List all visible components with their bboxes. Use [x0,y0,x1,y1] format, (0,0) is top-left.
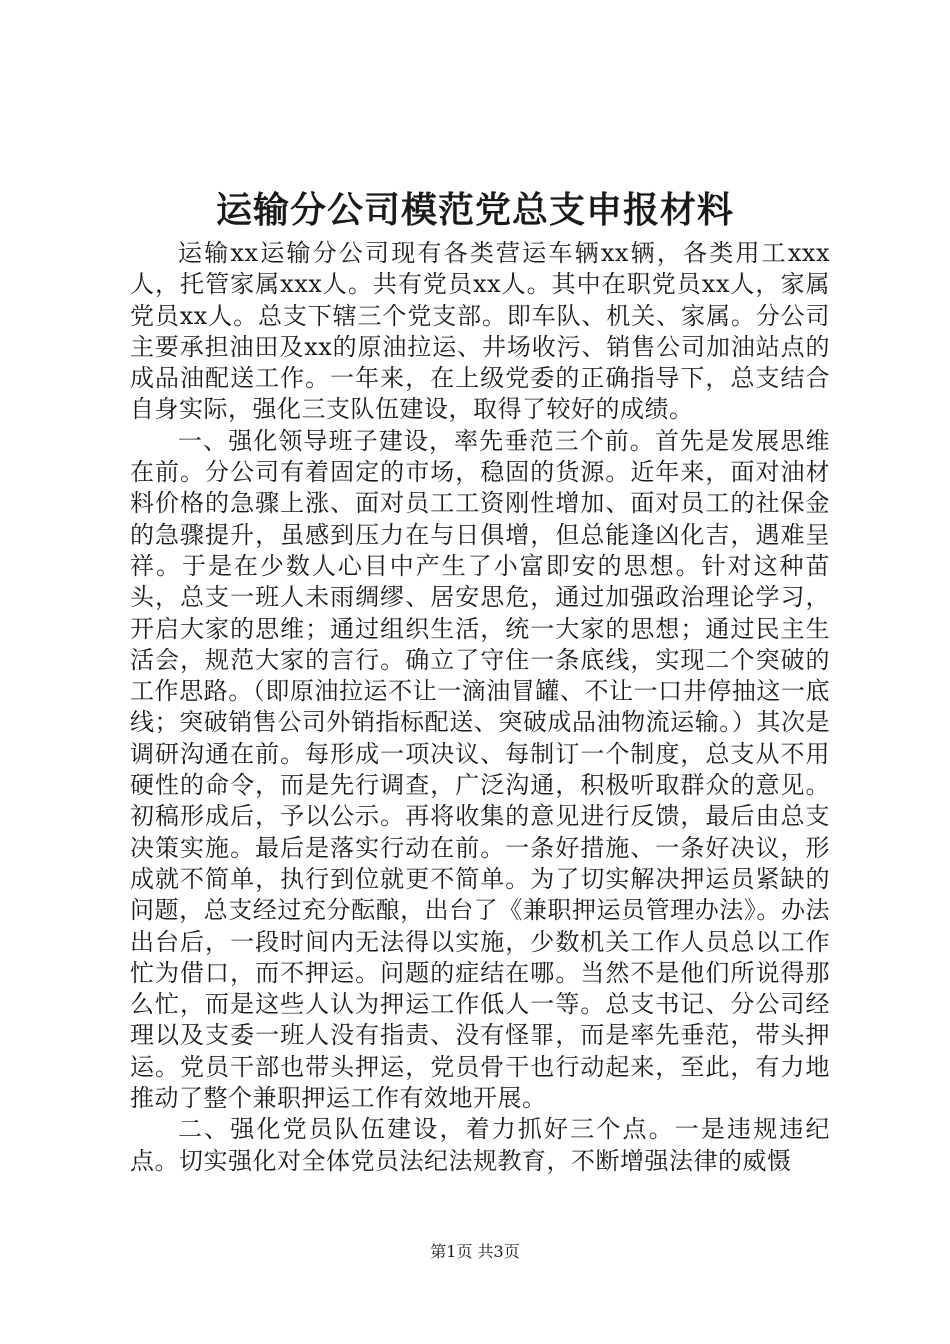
paragraph-section-one: 一、强化领导班子建设，率先垂范三个前。首先是发展思维在前。分公司有着固定的市场，稳固的货源。近年来，面对油材料价格的急骤上涨、面对员工工资刚性增加、面对员工的社保金的急骤提升，虽感到压力在与日俱增，但总能逢凶化吉，遇难呈祥。于是在少数人心目中产生了小富即安的思想。针对这种苗头，总支一班人未雨绸缪、居安思危，通过加强政治理论学习，开启大家的思维；通过组织生活，统一大家的思想；通过民主生活会，规范大家的言行。确立了守住一条底线，实现二个突破的工作思路。（即原油拉运不让一滴油冒罐、不让一口井停抽这一底线；突破销售公司外销指标配送、突破成品油物流运输。）其次是调研沟通在前。每形成一项决议、每制订一个制度，总支从不用硬性的命令，而是先行调查，广泛沟通，积极听取群众的意见。初稿形成后，予以公示。再将收集的意见进行反馈，最后由总支决策实施。最后是落实行动在前。一条好措施、一条好决议，形成就不简单，执行到位就更不简单。为了切实解决押运员紧缺的问题，总支经过充分酝酿，出台了《兼职押运员管理办法》。办法出台后，一段时间内无法得以实施，少数机关工作人员总以工作忙为借口，而不押运。问题的症结在哪。当然不是他们所说得那么忙，而是这些人认为押运工作低人一等。总支书记、分公司经理以及支委一班人没有指责、没有怪罪，而是率先垂范，带头押运。党员干部也带头押运，党员骨干也行动起来，至此，有力地推动了整个兼职押运工作有效地开展。 [130,426,830,1113]
paragraph-section-two: 二、强化党员队伍建设，着力抓好三个点。一是违规违纪点。切实强化对全体党员法纪法规教育，不断增强法律的威慑 [130,1115,830,1175]
page-footer: 第1页 共3页 [430,1242,520,1261]
document-title: 运输分公司模范党总支申报材料 [215,189,734,231]
document-body [130,238,830,1177]
paragraph-intro: 运输xx运输分公司现有各类营运车辆xx辆，各类用工xxx人，托管家属xxx人。共有党员xx人。其中在职党员xx人，家属党员xx人。总支下辖三个党支部。即车队、机关、家属。分公司主要承担油田及xx的原油拉运、井场收污、销售公司加油站点的成品油配送工作。一年来，在上级党委的正确指导下，总支结合自身实际，强化三支队伍建设，取得了较好的成绩。 [130,239,830,424]
